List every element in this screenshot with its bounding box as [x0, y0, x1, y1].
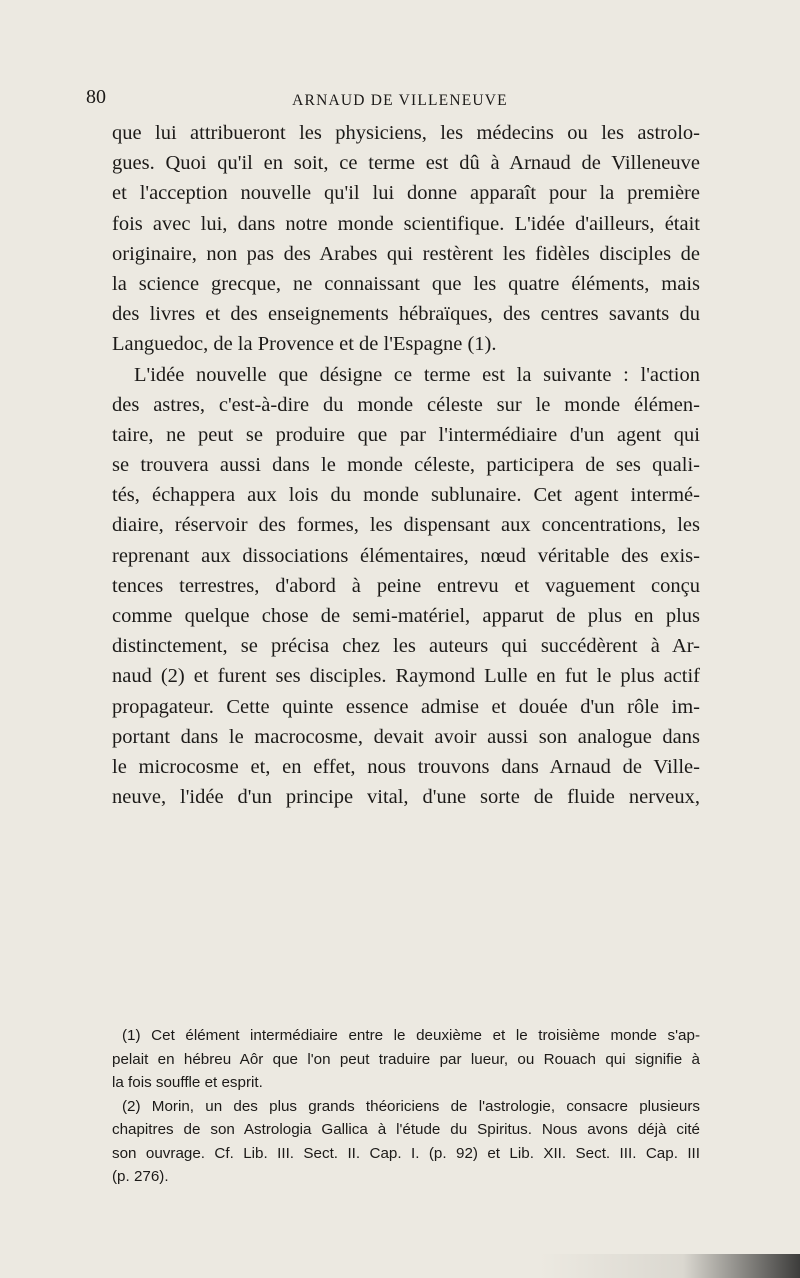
main-text	[112, 118, 700, 812]
footnotes	[112, 1024, 700, 1189]
scan-edge-shadow	[540, 1254, 800, 1278]
page-number: 80	[86, 86, 106, 108]
footnote-line: la fois souffle et esprit.	[112, 1074, 263, 1091]
text-line: et l'acception nouvelle qu'il lui donne apparaît pour la première	[112, 182, 700, 205]
text-line: distinctement, se précisa chez les auteurs qui succédèrent à Ar-	[112, 635, 700, 658]
text-line: des livres et des enseignements hébraïques, des centres savants du	[112, 303, 700, 326]
text-line: neuve, l'idée d'un principe vital, d'une sorte de fluide nerveux,	[112, 786, 700, 809]
footnote-line: (2) Morin, un des plus grands théoriciens de l'astrologie, consacre plusieurs	[122, 1097, 700, 1115]
text-line: fois avec lui, dans notre monde scientifique. L'idée d'ailleurs, était	[112, 212, 700, 235]
text-line: reprenant aux dissociations élémentaires, nœud véritable des exis-	[112, 544, 700, 567]
text-line: le microcosme et, en effet, nous trouvons dans Arnaud de Ville-	[112, 755, 700, 778]
footnote-line: pelait en hébreu Aôr que l'on peut traduire par lueur, ou Rouach qui signifie à	[112, 1050, 700, 1068]
text-line: que lui attribueront les physiciens, les médecins ou les astrolo-	[112, 122, 700, 144]
text-line: propagateur. Cette quinte essence admise et douée d'un rôle im-	[112, 695, 700, 718]
text-line: gues. Quoi qu'il en soit, ce terme est dû à Arnaud de Villeneuve	[112, 152, 700, 175]
text-line: tences terrestres, d'abord à peine entrevu et vaguement conçu	[112, 574, 700, 597]
text-line: naud (2) et furent ses disciples. Raymond Lulle en fut le plus actif	[112, 665, 700, 688]
text-line: diaire, réservoir des formes, les dispensant aux concentrations, les	[112, 514, 700, 537]
text-line: Languedoc, de la Provence et de l'Espagne (1).	[112, 333, 497, 356]
text-line: taire, ne peut se produire que par l'intermédiaire d'un agent qui	[112, 423, 700, 446]
text-line: la science grecque, ne connaissant que les quatre éléments, mais	[112, 272, 700, 295]
text-line: originaire, non pas des Arabes qui restèrent les fidèles disciples de	[112, 242, 700, 265]
text-line: tés, échappera aux lois du monde sublunaire. Cet agent intermé-	[112, 484, 700, 507]
text-line: portant dans le macrocosme, devait avoir aussi son analogue dans	[112, 725, 700, 748]
footnote-line: son ouvrage. Cf. Lib. III. Sect. II. Cap. I. (p. 92) et Lib. XII. Sect. III. Cap. III	[112, 1144, 700, 1162]
running-head: ARNAUD DE VILLENEUVE	[292, 92, 508, 109]
text-line: des astres, c'est-à-dire du monde céleste sur le monde élémen-	[112, 393, 700, 416]
footnote-line: chapitres de son Astrologia Gallica à l'étude du Spiritus. Nous avons déjà cité	[112, 1121, 700, 1138]
footnote-line: (1) Cet élément intermédiaire entre le deuxième et le troisième monde s'ap-	[122, 1027, 700, 1044]
text-line: se trouvera aussi dans le monde céleste, participera de ses quali-	[112, 454, 700, 477]
text-line: L'idée nouvelle que désigne ce terme est la suivante : l'action	[134, 363, 700, 386]
text-line: comme quelque chose de semi-matériel, apparut de plus en plus	[112, 605, 700, 627]
footnote-line: (p. 276).	[112, 1168, 169, 1185]
